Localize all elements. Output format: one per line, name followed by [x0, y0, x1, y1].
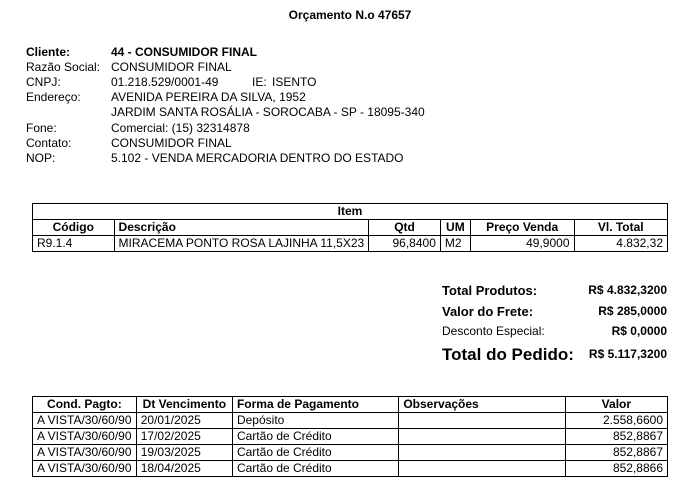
payment-value: 852,8867	[565, 445, 667, 461]
item-codigo: R9.1.4	[33, 236, 115, 252]
valor-frete-value: R$ 285,0000	[598, 304, 667, 318]
table-row	[33, 429, 668, 445]
ie-value: ISENTO	[272, 75, 317, 89]
valor-frete-label: Valor do Frete:	[442, 304, 534, 319]
endereco-line2: JARDIM SANTA ROSÁLIA - SOROCABA - SP - 18095-340	[111, 105, 425, 119]
payment-value: 852,8866	[565, 461, 667, 477]
col-header-vl-total: Vl. Total	[574, 220, 668, 236]
col-header-descricao: Descrição	[114, 220, 369, 236]
payment-method: Cartão de Crédito	[232, 429, 398, 445]
payment-value: 2.558,6600	[565, 413, 667, 429]
table-row	[33, 461, 668, 477]
payment-date: 19/03/2025	[136, 445, 232, 461]
payment-notes	[399, 445, 565, 461]
cliente-label: Cliente:	[26, 45, 71, 59]
col-header-forma-pagamento: Forma de Pagamento	[232, 397, 398, 413]
payment-cond: A VISTA/30/60/90	[33, 461, 137, 477]
payment-cond: A VISTA/30/60/90	[33, 413, 137, 429]
payment-notes	[399, 413, 565, 429]
payment-cond: A VISTA/30/60/90	[33, 429, 137, 445]
fone-label: Fone:	[26, 121, 57, 135]
total-pedido-value: R$ 5.117,3200	[588, 347, 667, 361]
item-descricao: MIRACEMA PONTO ROSA LAJINHA 11,5X23	[114, 236, 369, 252]
cnpj-value: 01.218.529/0001-49	[111, 75, 219, 89]
items-header-row	[33, 220, 668, 236]
desconto-especial-label: Desconto Especial:	[442, 324, 545, 338]
contato-value: CONSUMIDOR FINAL	[111, 136, 232, 150]
desconto-especial-value: R$ 0,0000	[611, 324, 667, 338]
document-title: Orçamento N.o 47657	[288, 8, 412, 22]
col-header-qtd: Qtd	[369, 220, 441, 236]
payment-date: 20/01/2025	[136, 413, 232, 429]
nop-value: 5.102 - VENDA MERCADORIA DENTRO DO ESTADO	[111, 151, 404, 165]
total-produtos-label: Total Produtos:	[442, 283, 538, 298]
item-qtd: 96,8400	[369, 236, 441, 252]
col-header-valor: Valor	[565, 397, 667, 413]
items-caption-row	[33, 204, 668, 220]
col-header-codigo: Código	[33, 220, 115, 236]
payment-method: Depósito	[232, 413, 398, 429]
endereco-label: Endereço:	[26, 90, 81, 104]
payment-method: Cartão de Crédito	[232, 445, 398, 461]
payment-date: 18/04/2025	[136, 461, 232, 477]
endereco-line1: AVENIDA PEREIRA DA SILVA, 1952	[111, 90, 306, 104]
contato-label: Contato:	[26, 136, 72, 150]
payments-header-row	[33, 397, 668, 413]
total-produtos-value: R$ 4.832,3200	[588, 283, 667, 297]
item-preco-venda: 49,9000	[470, 236, 574, 252]
payment-notes	[399, 429, 565, 445]
ie-label: IE:	[252, 75, 267, 89]
col-header-preco-venda: Preço Venda	[470, 220, 574, 236]
razao-social-value: CONSUMIDOR FINAL	[111, 60, 232, 74]
payment-date: 17/02/2025	[136, 429, 232, 445]
total-pedido-label: Total do Pedido:	[442, 345, 574, 364]
col-header-dt-vencimento: Dt Vencimento	[136, 397, 232, 413]
payments-table	[32, 396, 668, 477]
cnpj-label: CNPJ:	[26, 75, 61, 89]
payment-cond: A VISTA/30/60/90	[33, 445, 137, 461]
razao-social-label: Razão Social:	[26, 60, 101, 74]
payment-notes	[399, 461, 565, 477]
item-vl-total: 4.832,32	[574, 236, 668, 252]
item-um: M2	[440, 236, 470, 252]
col-header-cond-pagto: Cond. Pagto:	[33, 397, 137, 413]
cliente-value: 44 - CONSUMIDOR FINAL	[111, 45, 258, 59]
table-row	[33, 413, 668, 429]
nop-label: NOP:	[26, 151, 56, 165]
payment-method: Cartão de Crédito	[232, 461, 398, 477]
items-table	[32, 203, 668, 252]
table-row	[33, 236, 668, 252]
fone-value: Comercial: (15) 32314878	[111, 121, 250, 135]
items-caption: Item	[33, 204, 668, 220]
col-header-observacoes: Observações	[399, 397, 565, 413]
col-header-um: UM	[440, 220, 470, 236]
payment-value: 852,8867	[565, 429, 667, 445]
table-row	[33, 445, 668, 461]
